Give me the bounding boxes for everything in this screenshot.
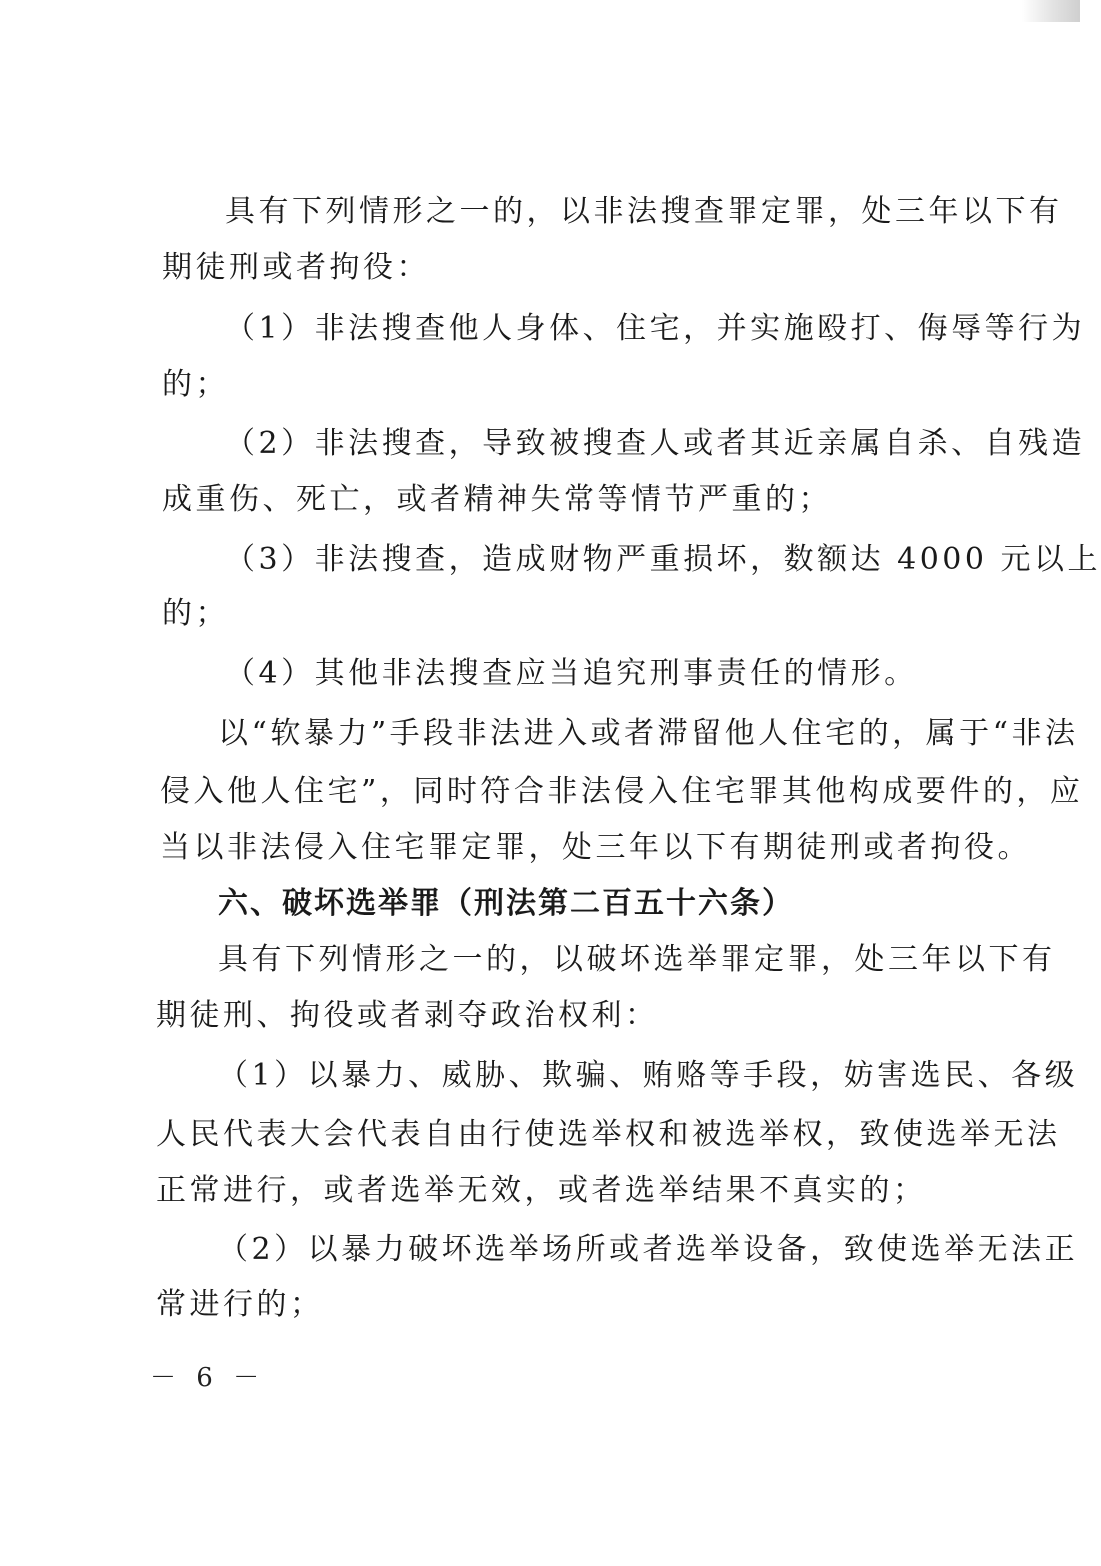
list-item-line: （1）以暴力、威胁、欺骗、贿赂等手段，妨害选民、各级 [218, 1058, 1079, 1093]
text-line: 期徒刑或者拘役： [162, 250, 430, 285]
text-line: 侵入他人住宅”，同时符合非法侵入住宅罪其他构成要件的，应 [160, 774, 1084, 809]
list-item-line: （2）以暴力破坏选举场所或者选举设备，致使选举无法正 [218, 1232, 1079, 1267]
text-line: 当以非法侵入住宅罪定罪，处三年以下有期徒刑或者拘役。 [160, 830, 1031, 865]
list-item-line: 的； [162, 367, 229, 402]
list-item-line: 的； [162, 596, 229, 631]
list-item-line: 人民代表大会代表自由行使选举权和被选举权，致使选举无法 [156, 1117, 1061, 1152]
text-line: 以“软暴力”手段非法进入或者滞留他人住宅的，属于“非法 [218, 716, 1079, 751]
text-line: 具有下列情形之一的，以非法搜查罪定罪，处三年以下有 [225, 194, 1063, 229]
section-heading: 六、破坏选举罪（刑法第二百五十六条） [218, 886, 794, 921]
list-item-line: 成重伤、死亡，或者精神失常等情节严重的； [162, 482, 832, 517]
page-number: － 6 － [150, 1363, 266, 1393]
list-item-line: （1）非法搜查他人身体、住宅，并实施殴打、侮辱等行为 [225, 311, 1086, 346]
text-line: 期徒刑、拘役或者剥夺政治权利： [156, 998, 659, 1033]
list-item-line: （2）非法搜查，导致被搜查人或者其近亲属自杀、自残造 [225, 426, 1086, 461]
list-item-line: （4）其他非法搜查应当追究刑事责任的情形。 [225, 656, 918, 691]
scan-corner-shadow [1022, 0, 1080, 22]
list-item-line: 正常进行，或者选举无效，或者选举结果不真实的； [156, 1173, 927, 1208]
text-line: 具有下列情形之一的，以破坏选举罪定罪，处三年以下有 [218, 942, 1056, 977]
list-item-line: （3）非法搜查，造成财物严重损坏，数额达 4000 元以上 [225, 542, 1101, 577]
list-item-line: 常进行的； [156, 1287, 324, 1322]
